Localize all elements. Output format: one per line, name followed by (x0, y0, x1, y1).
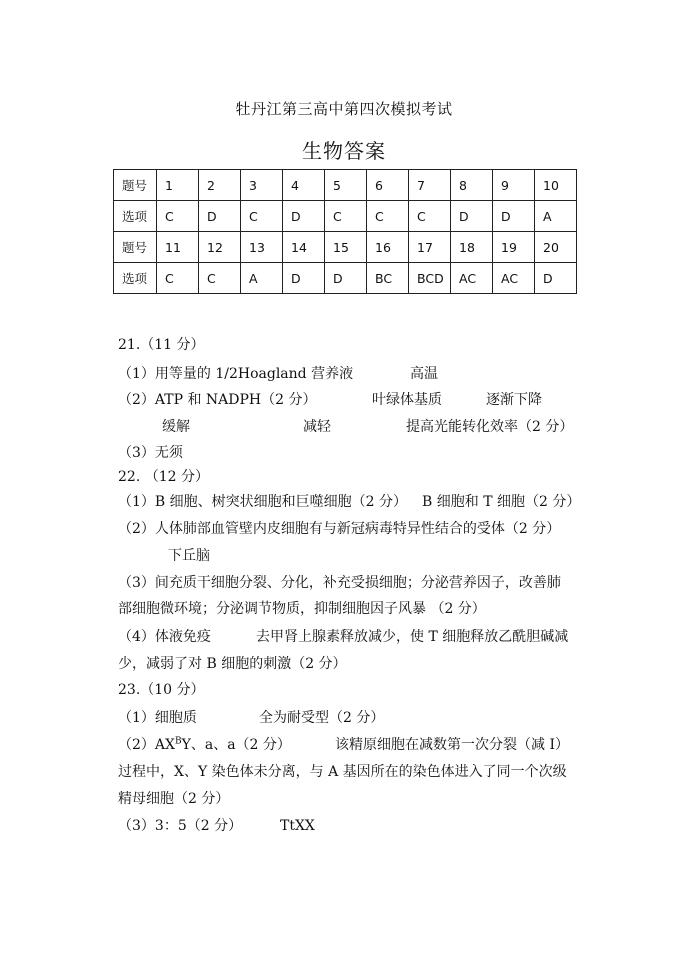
table-cell: C (409, 201, 451, 232)
answer-table (113, 169, 577, 294)
q21-part1-answer: 高温 (410, 366, 438, 382)
q22-part2-answer: 下丘脑 (168, 548, 210, 564)
table-cell: D (283, 201, 325, 232)
table-cell: 2 (199, 170, 241, 201)
q21-part2-answer-f: 提高光能转化效率（2 分） (406, 419, 574, 435)
q21-part1-text: （1）用等量的 1/2Hoagland 营养液 (118, 366, 354, 382)
table-cell: 8 (451, 170, 493, 201)
table-cell: 20 (535, 232, 577, 263)
q23-part2-genotype (118, 735, 291, 755)
table-cell: 1 (157, 170, 199, 201)
q23-part3-text: （3）3：5（2 分） (118, 818, 243, 834)
table-cell: 4 (283, 170, 325, 201)
q23-heading: 23.（10 分） (118, 682, 205, 698)
school-exam-title: 牡丹江第三高中第四次模拟考试 (235, 100, 453, 118)
table-cell: C (157, 263, 199, 294)
q23-part2-answer: 该精原细胞在减数第一次分裂（减 I） (335, 737, 569, 753)
q21-part2-answer-b: 叶绿体基质 (372, 392, 442, 408)
table-row (114, 263, 577, 294)
q22-part2: （2）人体肺部血管壁内皮细胞有与新冠病毒特异性结合的受体（2 分） (118, 521, 561, 537)
table-cell: BCD (409, 263, 451, 294)
table-cell: 6 (367, 170, 409, 201)
q23-part2-suffix: Y、a、a（2 分） (181, 737, 291, 753)
table-cell: BC (367, 263, 409, 294)
table-cell: 14 (283, 232, 325, 263)
q23-part2-prefix: （2）AX (118, 737, 175, 753)
q23-part2-cont: 过程中，X、Y 染色体未分离，与 A 基因所在的染色体进入了同一个次级 (118, 764, 567, 780)
q21-part2-answer-c: 逐渐下降 (486, 392, 542, 408)
q21-heading: 21.（11 分） (118, 337, 205, 353)
table-cell: C (199, 263, 241, 294)
table-cell: D (451, 201, 493, 232)
q23-part1-text: （1）细胞质 (118, 710, 197, 726)
q21-part2-answer-d: 缓解 (162, 419, 190, 435)
table-cell: D (283, 263, 325, 294)
q22-part3: （3）间充质干细胞分裂、分化，补充受损细胞；分泌营养因子，改善肺 (118, 575, 561, 591)
q22-part4-cont: 少，减弱了对 B 细胞的刺激（2 分） (118, 656, 347, 672)
row-label: 选项 (114, 201, 157, 232)
row-label: 题号 (114, 170, 157, 201)
table-cell: 18 (451, 232, 493, 263)
table-cell: 11 (157, 232, 199, 263)
table-cell: 13 (241, 232, 283, 263)
q22-part1-answer: B 细胞和 T 细胞（2 分） (422, 494, 581, 510)
table-cell: C (367, 201, 409, 232)
q23-part2-superscript: B (174, 736, 182, 747)
q21-part2-text: （2）ATP 和 NADPH（2 分） (118, 392, 317, 408)
table-cell: 15 (325, 232, 367, 263)
table-cell: 5 (325, 170, 367, 201)
table-cell: AC (451, 263, 493, 294)
q23-part1-answer: 全为耐受型（2 分） (259, 710, 385, 726)
table-cell: 16 (367, 232, 409, 263)
table-cell: 12 (199, 232, 241, 263)
table-cell: AC (493, 263, 535, 294)
table-cell: D (535, 263, 577, 294)
table-cell: A (535, 201, 577, 232)
q22-heading: 22. （12 分） (118, 469, 209, 485)
table-cell: 17 (409, 232, 451, 263)
table-cell: A (241, 263, 283, 294)
q21-part3: （3）无须 (118, 445, 183, 461)
table-cell: D (325, 263, 367, 294)
q21-part2-answer-e: 减轻 (303, 419, 331, 435)
table-row (114, 170, 577, 201)
q22-part3-cont: 部细胞微环境；分泌调节物质，抑制细胞因子风暴 （2 分） (118, 601, 486, 617)
table-cell: C (157, 201, 199, 232)
table-cell: D (493, 201, 535, 232)
table-cell: 10 (535, 170, 577, 201)
q23-part2-cont2: 精母细胞（2 分） (118, 791, 230, 807)
row-label: 题号 (114, 232, 157, 263)
q23-part3-answer: TtXX (280, 818, 315, 834)
table-cell: 19 (493, 232, 535, 263)
q22-part4-text: （4）体液免疫 (118, 629, 211, 645)
q22-part1-text: （1）B 细胞、树突状细胞和巨噬细胞（2 分） (118, 494, 408, 510)
table-cell: D (199, 201, 241, 232)
table-cell: C (325, 201, 367, 232)
table-cell: C (241, 201, 283, 232)
table-cell: 7 (409, 170, 451, 201)
table-cell: 9 (493, 170, 535, 201)
subject-answer-title: 生物答案 (302, 139, 386, 163)
q22-part4-answer: 去甲肾上腺素释放减少，使 T 细胞释放乙酰胆碱减 (256, 629, 569, 645)
table-row (114, 232, 577, 263)
table-row (114, 201, 577, 232)
table-cell: 3 (241, 170, 283, 201)
row-label: 选项 (114, 263, 157, 294)
